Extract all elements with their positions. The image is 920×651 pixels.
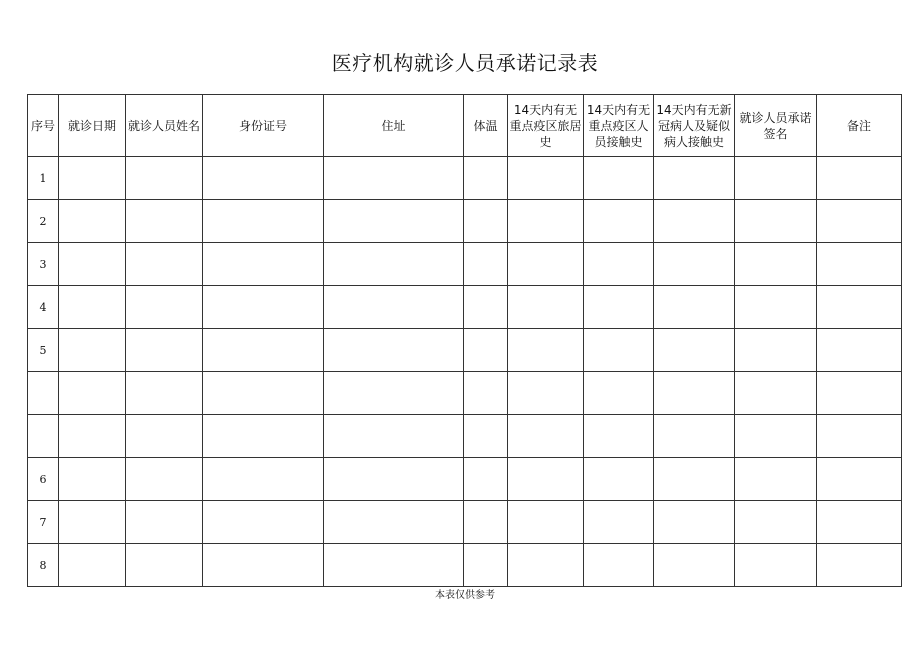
address-cell[interactable] <box>324 372 464 415</box>
remarks-cell[interactable] <box>817 329 902 372</box>
travel-history-cell[interactable] <box>508 329 584 372</box>
serial-cell: 7 <box>28 501 59 544</box>
serial-cell: 6 <box>28 458 59 501</box>
signature-cell[interactable] <box>735 458 817 501</box>
column-header-address: 住址 <box>324 95 464 157</box>
patient-name-cell[interactable] <box>126 372 203 415</box>
table-body <box>28 157 902 587</box>
id-number-cell[interactable] <box>203 501 324 544</box>
travel-history-cell[interactable] <box>508 157 584 200</box>
id-number-cell[interactable] <box>203 243 324 286</box>
column-header-patient-name: 就诊人员姓名 <box>126 95 203 157</box>
contact-history-cell[interactable] <box>584 200 654 243</box>
id-number-cell[interactable] <box>203 200 324 243</box>
column-header-id-number: 身份证号 <box>203 95 324 157</box>
visit-date-cell[interactable] <box>59 200 126 243</box>
id-number-cell[interactable] <box>203 415 324 458</box>
signature-cell[interactable] <box>735 243 817 286</box>
signature-cell[interactable] <box>735 501 817 544</box>
address-cell[interactable] <box>324 200 464 243</box>
travel-history-cell[interactable] <box>508 372 584 415</box>
id-number-cell[interactable] <box>203 286 324 329</box>
remarks-cell[interactable] <box>817 286 902 329</box>
temperature-cell[interactable] <box>464 329 508 372</box>
serial-cell: 5 <box>28 329 59 372</box>
patient-name-cell[interactable] <box>126 501 203 544</box>
remarks-cell[interactable] <box>817 458 902 501</box>
table-row <box>28 501 902 544</box>
patient-name-cell[interactable] <box>126 458 203 501</box>
signature-cell[interactable] <box>735 286 817 329</box>
address-cell[interactable] <box>324 544 464 587</box>
visit-date-cell[interactable] <box>59 243 126 286</box>
patient-name-cell[interactable] <box>126 286 203 329</box>
document-title: 医疗机构就诊人员承诺记录表 <box>331 51 599 75</box>
serial-cell <box>28 372 59 415</box>
visit-date-cell[interactable] <box>59 286 126 329</box>
contact-history-cell[interactable] <box>584 329 654 372</box>
record-table <box>27 94 902 587</box>
temperature-cell[interactable] <box>464 458 508 501</box>
serial-cell: 2 <box>28 200 59 243</box>
contact-history-cell[interactable] <box>584 544 654 587</box>
covid-contact-cell[interactable] <box>654 372 735 415</box>
table-row <box>28 329 902 372</box>
travel-history-cell[interactable] <box>508 415 584 458</box>
signature-cell[interactable] <box>735 544 817 587</box>
visit-date-cell[interactable] <box>59 544 126 587</box>
covid-contact-cell[interactable] <box>654 501 735 544</box>
address-cell[interactable] <box>324 157 464 200</box>
temperature-cell[interactable] <box>464 157 508 200</box>
covid-contact-cell[interactable] <box>654 415 735 458</box>
travel-history-cell[interactable] <box>508 200 584 243</box>
contact-history-cell[interactable] <box>584 372 654 415</box>
temperature-cell[interactable] <box>464 286 508 329</box>
signature-cell[interactable] <box>735 415 817 458</box>
serial-cell: 4 <box>28 286 59 329</box>
remarks-cell[interactable] <box>817 415 902 458</box>
table-row <box>28 544 902 587</box>
serial-cell: 1 <box>28 157 59 200</box>
travel-history-cell[interactable] <box>508 458 584 501</box>
table-row <box>28 157 902 200</box>
patient-name-cell[interactable] <box>126 243 203 286</box>
visit-date-cell[interactable] <box>59 501 126 544</box>
signature-cell[interactable] <box>735 157 817 200</box>
column-header-travel-history: 14天内有无重点疫区旅居史 <box>508 95 584 157</box>
temperature-cell[interactable] <box>464 544 508 587</box>
covid-contact-cell[interactable] <box>654 157 735 200</box>
column-header-signature: 就诊人员承诺签名 <box>735 95 817 157</box>
remarks-cell[interactable] <box>817 200 902 243</box>
remarks-cell[interactable] <box>817 372 902 415</box>
travel-history-cell[interactable] <box>508 243 584 286</box>
covid-contact-cell[interactable] <box>654 200 735 243</box>
id-number-cell[interactable] <box>203 372 324 415</box>
column-header-covid-contact-history: 14天内有无新冠病人及疑似病人接触史 <box>654 95 735 157</box>
remarks-cell[interactable] <box>817 157 902 200</box>
id-number-cell[interactable] <box>203 157 324 200</box>
table-row <box>28 415 902 458</box>
visit-date-cell[interactable] <box>59 329 126 372</box>
patient-name-cell[interactable] <box>126 200 203 243</box>
visit-date-cell[interactable] <box>59 415 126 458</box>
travel-history-cell[interactable] <box>508 286 584 329</box>
contact-history-cell[interactable] <box>584 458 654 501</box>
table-row <box>28 243 902 286</box>
visit-date-cell[interactable] <box>59 372 126 415</box>
remarks-cell[interactable] <box>817 544 902 587</box>
address-cell[interactable] <box>324 458 464 501</box>
temperature-cell[interactable] <box>464 372 508 415</box>
patient-name-cell[interactable] <box>126 157 203 200</box>
patient-name-cell[interactable] <box>126 329 203 372</box>
visit-date-cell[interactable] <box>59 458 126 501</box>
covid-contact-cell[interactable] <box>654 329 735 372</box>
temperature-cell[interactable] <box>464 501 508 544</box>
serial-cell <box>28 415 59 458</box>
contact-history-cell[interactable] <box>584 243 654 286</box>
table-row <box>28 372 902 415</box>
footer-note: 本表仅供参考 <box>435 590 495 601</box>
patient-name-cell[interactable] <box>126 415 203 458</box>
id-number-cell[interactable] <box>203 458 324 501</box>
column-header-contact-history: 14天内有无重点疫区人员接触史 <box>584 95 654 157</box>
table-row <box>28 286 902 329</box>
address-cell[interactable] <box>324 329 464 372</box>
remarks-cell[interactable] <box>817 501 902 544</box>
contact-history-cell[interactable] <box>584 415 654 458</box>
address-cell[interactable] <box>324 286 464 329</box>
visit-date-cell[interactable] <box>59 157 126 200</box>
covid-contact-cell[interactable] <box>654 243 735 286</box>
temperature-cell[interactable] <box>464 243 508 286</box>
signature-cell[interactable] <box>735 329 817 372</box>
signature-cell[interactable] <box>735 200 817 243</box>
covid-contact-cell[interactable] <box>654 458 735 501</box>
column-header-serial: 序号 <box>28 95 59 157</box>
contact-history-cell[interactable] <box>584 286 654 329</box>
remarks-cell[interactable] <box>817 243 902 286</box>
patient-name-cell[interactable] <box>126 544 203 587</box>
contact-history-cell[interactable] <box>584 157 654 200</box>
temperature-cell[interactable] <box>464 415 508 458</box>
column-header-temperature: 体温 <box>464 95 508 157</box>
column-header-visit-date: 就诊日期 <box>59 95 126 157</box>
address-cell[interactable] <box>324 415 464 458</box>
travel-history-cell[interactable] <box>508 544 584 587</box>
address-cell[interactable] <box>324 501 464 544</box>
id-number-cell[interactable] <box>203 544 324 587</box>
contact-history-cell[interactable] <box>584 501 654 544</box>
signature-cell[interactable] <box>735 372 817 415</box>
covid-contact-cell[interactable] <box>654 544 735 587</box>
address-cell[interactable] <box>324 243 464 286</box>
travel-history-cell[interactable] <box>508 501 584 544</box>
id-number-cell[interactable] <box>203 329 324 372</box>
covid-contact-cell[interactable] <box>654 286 735 329</box>
header-row <box>28 95 902 157</box>
serial-cell: 3 <box>28 243 59 286</box>
table-row <box>28 458 902 501</box>
serial-cell: 8 <box>28 544 59 587</box>
table-row <box>28 200 902 243</box>
column-header-remarks: 备注 <box>817 95 902 157</box>
temperature-cell[interactable] <box>464 200 508 243</box>
